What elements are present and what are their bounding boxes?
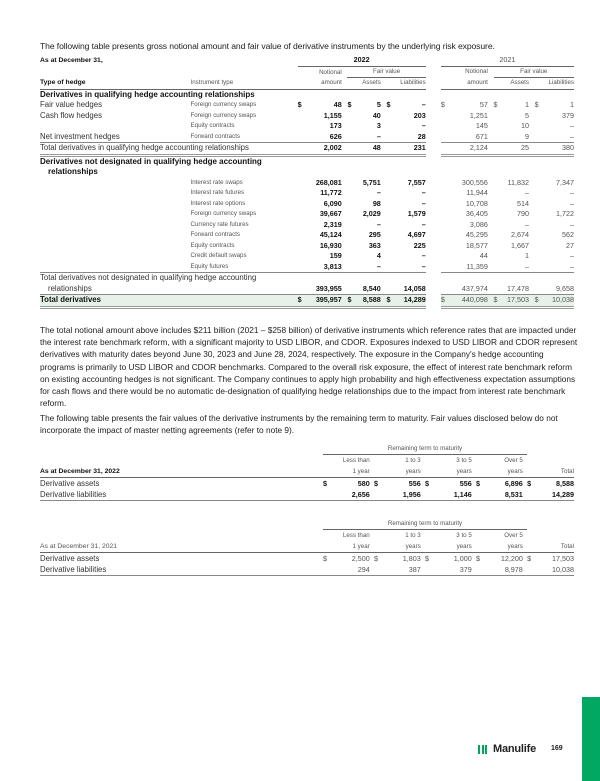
assets-2022: 295 xyxy=(368,230,381,240)
liabilities-2021: – xyxy=(570,121,574,131)
assets-2022: 8,588 xyxy=(357,295,381,308)
manulife-logo-icon xyxy=(478,745,487,754)
dollar-sign: $ xyxy=(425,553,429,563)
instrument-type: Equity contracts xyxy=(190,241,235,249)
row-label: Derivative assets xyxy=(40,478,100,488)
subtotal-label-cont: relationships xyxy=(48,283,92,293)
term-col-2-line1: 1 to 3 xyxy=(405,456,421,464)
notional-2022: 39,667 xyxy=(319,209,342,219)
notional-2021: 671 xyxy=(475,131,488,141)
row-label: Derivative liabilities xyxy=(40,489,319,501)
value-cell: 1,956 xyxy=(385,489,421,501)
amount-header-2021: amount xyxy=(441,78,488,90)
value-cell: 8,978 xyxy=(487,564,523,576)
table-row xyxy=(40,262,574,273)
liabilities-2022: – xyxy=(421,121,426,131)
notional-2021: 440,098 xyxy=(451,295,488,308)
hedge-type: Cash flow hedges xyxy=(40,110,102,120)
as-at-label: As at December 31, xyxy=(40,56,103,64)
page-number: 169 xyxy=(551,745,563,752)
liabilities-2022: – xyxy=(421,251,426,261)
table-row-subtotal xyxy=(40,143,574,156)
value-cell: 2,656 xyxy=(334,489,370,501)
instrument-type: Interest rate swaps xyxy=(190,178,243,186)
notional-2021: 11,944 xyxy=(466,188,488,198)
term-col-1-line2: 1 year xyxy=(323,541,370,553)
liabilities-header-2022: Liabilities xyxy=(386,78,425,90)
table-row xyxy=(40,132,574,143)
assets-2022: – xyxy=(376,261,381,271)
dollar-sign: $ xyxy=(347,100,352,110)
liabilities-2021: 562 xyxy=(562,230,574,240)
liabilities-2021: 9,658 xyxy=(556,283,574,293)
liabilities-2021: 10,038 xyxy=(544,295,574,308)
value-cell: 12,200 xyxy=(500,553,523,563)
liabilities-2021: 380 xyxy=(544,143,574,156)
notional-2022: 1,155 xyxy=(323,110,342,120)
instrument-type: Equity contracts xyxy=(190,122,235,130)
instrument-type: Foreign currency swaps xyxy=(190,101,257,109)
green-page-tab xyxy=(582,697,600,781)
value-cell: 556 xyxy=(459,478,472,488)
dollar-sign: $ xyxy=(347,295,357,308)
notional-2021: 11,359 xyxy=(466,261,488,271)
value-cell: 387 xyxy=(385,564,421,576)
liabilities-2022: 14,058 xyxy=(403,283,426,293)
value-cell: 6,896 xyxy=(504,478,523,488)
liabilities-2022: 225 xyxy=(413,240,426,250)
table-row xyxy=(40,111,574,122)
remaining-term-header: Remaining term to maturity xyxy=(323,518,527,530)
assets-header-2021: Assets xyxy=(494,78,529,90)
paragraph-maturity-intro: The following table presents the fair values of the derivative instruments by the remaining term to maturity. Fair values disclosed below do not incorporate the impact of master netting agreements (refer to note 9). xyxy=(40,413,558,436)
dollar-sign: $ xyxy=(527,478,532,488)
table-row xyxy=(40,209,574,220)
liabilities-2021: 1 xyxy=(570,100,574,110)
liabilities-2022: 7,557 xyxy=(407,177,426,187)
instrument-type: Foreign currency swaps xyxy=(190,210,257,218)
dollar-sign: $ xyxy=(322,478,327,488)
value-cell: 580 xyxy=(357,478,370,488)
as-at-label: As at December 31, 2022 xyxy=(40,466,319,478)
row-label: Derivative liabilities xyxy=(40,564,319,576)
assets-2022: 40 xyxy=(372,110,381,120)
notional-2021: 300,556 xyxy=(461,177,488,187)
hedge-type: Net investment hedges xyxy=(40,131,120,141)
year-2022-header: 2022 xyxy=(298,55,426,66)
notional-2022: 45,124 xyxy=(319,230,342,240)
assets-2021: 2,674 xyxy=(510,230,529,240)
hedge-type xyxy=(40,121,191,132)
notional-2021: 36,405 xyxy=(465,209,488,219)
liabilities-2021: 1,722 xyxy=(556,209,574,219)
table-row-subtotal-values xyxy=(40,284,574,295)
dollar-sign: $ xyxy=(534,100,539,110)
maturity-table-2021 xyxy=(40,518,574,576)
notional-2022: 2,319 xyxy=(323,219,342,229)
notional-2021: 2,124 xyxy=(451,143,488,156)
notional-2022: 395,957 xyxy=(307,295,342,308)
type-of-hedge-header: Type of hedge xyxy=(40,78,191,90)
liabilities-2021: – xyxy=(570,219,574,229)
notional-2022: 268,081 xyxy=(315,177,342,187)
liabilities-2022: 203 xyxy=(413,110,426,120)
notional-2021: 45,295 xyxy=(465,230,488,240)
subtotal-label: Total derivatives not designated in qualifying hedge accounting xyxy=(40,273,298,284)
table-row xyxy=(40,251,574,262)
dollar-sign: $ xyxy=(440,100,445,110)
notional-2022: 173 xyxy=(329,121,342,131)
remaining-term-header: Remaining term to maturity xyxy=(323,443,527,455)
table-row xyxy=(40,178,574,189)
notional-2021: 3,086 xyxy=(469,219,488,229)
assets-2021: 17,478 xyxy=(507,283,529,293)
table-row xyxy=(40,188,574,199)
term-col-3-line1: 3 to 5 xyxy=(456,531,472,539)
term-col-4-line1: Over 5 xyxy=(504,531,523,539)
grand-total-label: Total derivatives xyxy=(40,295,298,308)
assets-2021: 514 xyxy=(516,198,529,208)
assets-2021: 5 xyxy=(524,110,529,120)
section-qualifying-title: Derivatives in qualifying hedge accounting relationships xyxy=(40,89,255,99)
instrument-type: Foreign currency swaps xyxy=(190,111,257,119)
instrument-type-header: Instrument type xyxy=(191,78,298,90)
liabilities-header-2021: Liabilities xyxy=(535,78,574,90)
notional-2022: 48 xyxy=(333,100,342,110)
term-col-2-line2: years xyxy=(374,541,421,553)
liabilities-2022: – xyxy=(421,219,426,229)
dollar-sign: $ xyxy=(386,295,396,308)
dollar-sign: $ xyxy=(441,295,451,308)
table-row xyxy=(40,100,574,111)
instrument-type: Equity futures xyxy=(190,262,229,270)
intro-text: The following table presents gross notional amount and fair value of derivative instruments by the underlying risk exposure. xyxy=(40,41,495,51)
assets-2022: 48 xyxy=(357,143,381,156)
table-row xyxy=(40,220,574,231)
liabilities-2021: – xyxy=(570,198,574,208)
liabilities-2022: – xyxy=(421,188,426,198)
subtotal-label: Total derivatives in qualifying hedge accounting relationships xyxy=(40,143,298,156)
liabilities-2022: 231 xyxy=(396,143,426,156)
assets-2022: 98 xyxy=(372,198,381,208)
instrument-type: Forward contracts xyxy=(190,132,241,140)
assets-2021: 17,503 xyxy=(503,295,529,308)
value-cell: 1,146 xyxy=(436,489,472,501)
liabilities-2022: – xyxy=(421,261,426,271)
instrument-type: Forward contracts xyxy=(190,231,241,239)
notional-2022: 393,955 xyxy=(315,283,342,293)
dollar-sign: $ xyxy=(386,100,391,110)
notional-2021: 18,577 xyxy=(465,240,488,250)
liabilities-2021: – xyxy=(570,131,574,141)
liabilities-2022: – xyxy=(421,198,426,208)
as-at-label: As at December 31, 2021 xyxy=(40,541,319,553)
term-col-1-line1: Less than xyxy=(342,531,370,539)
term-col-4-line2: years xyxy=(476,466,523,478)
assets-2021: 790 xyxy=(516,209,529,219)
notional-2022: 2,002 xyxy=(307,143,342,156)
assets-2022: – xyxy=(376,188,381,198)
term-col-3-line2: years xyxy=(425,541,472,553)
assets-2022: 3 xyxy=(376,121,381,131)
table-row xyxy=(40,230,574,241)
liabilities-2021: 7,347 xyxy=(556,177,574,187)
table-row xyxy=(40,121,574,132)
section-not-designated-title-cont: relationships xyxy=(48,167,98,177)
value-cell: 1,803 xyxy=(402,553,421,563)
dollar-sign: $ xyxy=(373,478,378,488)
notional-2022: 16,930 xyxy=(319,240,342,250)
table-row xyxy=(40,489,574,501)
instrument-type: Credit default swaps xyxy=(190,252,247,260)
dollar-sign: $ xyxy=(373,553,378,563)
table-row xyxy=(40,553,574,565)
value-cell: 379 xyxy=(436,564,472,576)
assets-2022: 8,540 xyxy=(362,283,381,293)
section-not-designated-title: Derivatives not designated in qualifying hedge accounting xyxy=(40,156,262,166)
term-col-2-line2: years xyxy=(374,466,421,478)
term-col-1-line1: Less than xyxy=(342,456,370,464)
notional-2021: 145 xyxy=(475,121,488,131)
dollar-sign: $ xyxy=(322,553,327,563)
value-cell: 8,531 xyxy=(487,489,523,501)
assets-2021: 10 xyxy=(520,121,529,131)
liabilities-2022: 1,579 xyxy=(407,209,426,219)
dollar-sign: $ xyxy=(297,100,302,110)
value-cell: 1,000 xyxy=(453,553,472,563)
table-row xyxy=(40,199,574,210)
assets-2022: 2,029 xyxy=(362,209,381,219)
year-2021-header: 2021 xyxy=(441,55,574,66)
notional-2021: 437,974 xyxy=(461,283,488,293)
assets-2021: 25 xyxy=(503,143,529,156)
assets-2022: 363 xyxy=(368,240,381,250)
notional-2022: 626 xyxy=(329,131,342,141)
table-row xyxy=(40,241,574,252)
dollar-sign: $ xyxy=(476,553,481,563)
assets-2021: 1,667 xyxy=(510,240,529,250)
value-cell: 10,038 xyxy=(538,564,574,576)
paragraph-benchmark-reform: The total notional amount above includes $211 billion (2021 – $258 billion) of derivative instruments which reference rates that are impacted under the interest rate benchmark reform, with a significant majority to USD LIBOR, and CDOR. Exposures indexed to USD LIBOR and CDOR represent derivatives with maturity dates beyond June 30, 2023 and June 28, 2024, respectively. The exposure in the Company's hedge accounting programs is primarily to USD LIBOR and CDOR benchmarks. Compared to the overall risk exposure, the effect of interest rate benchmark reform on existing accounting hedges is not significant. The Company continues to apply high probability and high effectiveness expectation assumptions for cash flows and there would be no automatic de-designation of qualifying hedge relationships due to the impact from interest rate benchmark reform. xyxy=(40,325,578,409)
value-cell: 14,289 xyxy=(538,489,574,501)
value-cell: 556 xyxy=(408,478,421,488)
notional-2022: 159 xyxy=(329,251,342,261)
value-cell: 2,500 xyxy=(351,553,370,563)
liabilities-2021: 27 xyxy=(566,240,574,250)
dollar-sign: $ xyxy=(298,295,308,308)
total-header: Total xyxy=(527,541,574,553)
table-row-grand-total xyxy=(40,295,574,308)
notional-header-2022: Notional xyxy=(319,68,342,76)
notional-2021: 44 xyxy=(479,251,488,261)
assets-2021: – xyxy=(524,261,529,271)
assets-2021: 1 xyxy=(524,100,529,110)
table-row-subtotal xyxy=(40,273,574,284)
assets-2021: – xyxy=(524,188,529,198)
term-col-2-line1: 1 to 3 xyxy=(405,531,421,539)
liabilities-2021: 379 xyxy=(562,110,574,120)
notional-header-2021: Notional xyxy=(465,68,488,75)
dollar-sign: $ xyxy=(494,295,504,308)
value-cell: 294 xyxy=(334,564,370,576)
assets-2021: 1 xyxy=(524,251,529,261)
row-label: Derivative assets xyxy=(40,553,100,563)
total-header: Total xyxy=(527,466,574,478)
term-col-4-line2: years xyxy=(476,541,523,553)
assets-header-2022: Assets xyxy=(347,78,380,90)
amount-header-2022: amount xyxy=(298,78,342,90)
assets-2021: – xyxy=(524,219,529,229)
brand-name: Manulife xyxy=(493,743,537,755)
dollar-sign: $ xyxy=(493,100,498,110)
liabilities-2022: – xyxy=(421,100,426,110)
value-cell: 17,503 xyxy=(552,553,574,563)
fair-value-header-2021: Fair value xyxy=(494,66,574,78)
term-col-1-line2: 1 year xyxy=(323,466,370,478)
notional-2022: 3,813 xyxy=(323,261,342,271)
notional-2021: 10,708 xyxy=(465,198,488,208)
maturity-table-2022 xyxy=(40,443,574,501)
derivatives-notional-fair-value-table xyxy=(40,55,574,309)
assets-2022: 4 xyxy=(376,251,381,261)
assets-2022: – xyxy=(376,219,381,229)
dollar-sign: $ xyxy=(527,553,532,563)
assets-2021: 9 xyxy=(524,131,529,141)
dollar-sign: $ xyxy=(425,478,429,488)
manulife-logo xyxy=(478,743,536,755)
notional-2022: 11,772 xyxy=(320,188,342,198)
instrument-type: Currency rate futures xyxy=(190,220,249,228)
hedge-type: Fair value hedges xyxy=(40,100,102,110)
assets-2022: – xyxy=(376,131,381,141)
term-col-3-line1: 3 to 5 xyxy=(456,456,472,464)
notional-2021: 57 xyxy=(479,100,488,110)
liabilities-2021: – xyxy=(570,261,574,271)
value-cell: 8,588 xyxy=(556,478,574,488)
assets-2022: 5 xyxy=(376,100,381,110)
dollar-sign: $ xyxy=(535,295,545,308)
notional-2022: 6,090 xyxy=(323,198,342,208)
assets-2021: 11,832 xyxy=(507,177,529,187)
dollar-sign: $ xyxy=(476,478,481,488)
notional-2021: 1,251 xyxy=(469,110,488,120)
term-col-4-line1: Over 5 xyxy=(504,456,523,464)
liabilities-2022: 28 xyxy=(417,131,426,141)
liabilities-2022: 14,289 xyxy=(396,295,426,308)
liabilities-2021: – xyxy=(570,251,574,261)
instrument-type: Interest rate options xyxy=(190,199,246,207)
table-row xyxy=(40,478,574,490)
assets-2022: 5,751 xyxy=(362,177,381,187)
table-row xyxy=(40,564,574,576)
fair-value-header-2022: Fair value xyxy=(347,66,425,78)
term-col-3-line2: years xyxy=(425,466,472,478)
instrument-type: Interest rate futures xyxy=(190,189,245,197)
liabilities-2022: 4,697 xyxy=(407,230,426,240)
liabilities-2021: – xyxy=(570,188,574,198)
